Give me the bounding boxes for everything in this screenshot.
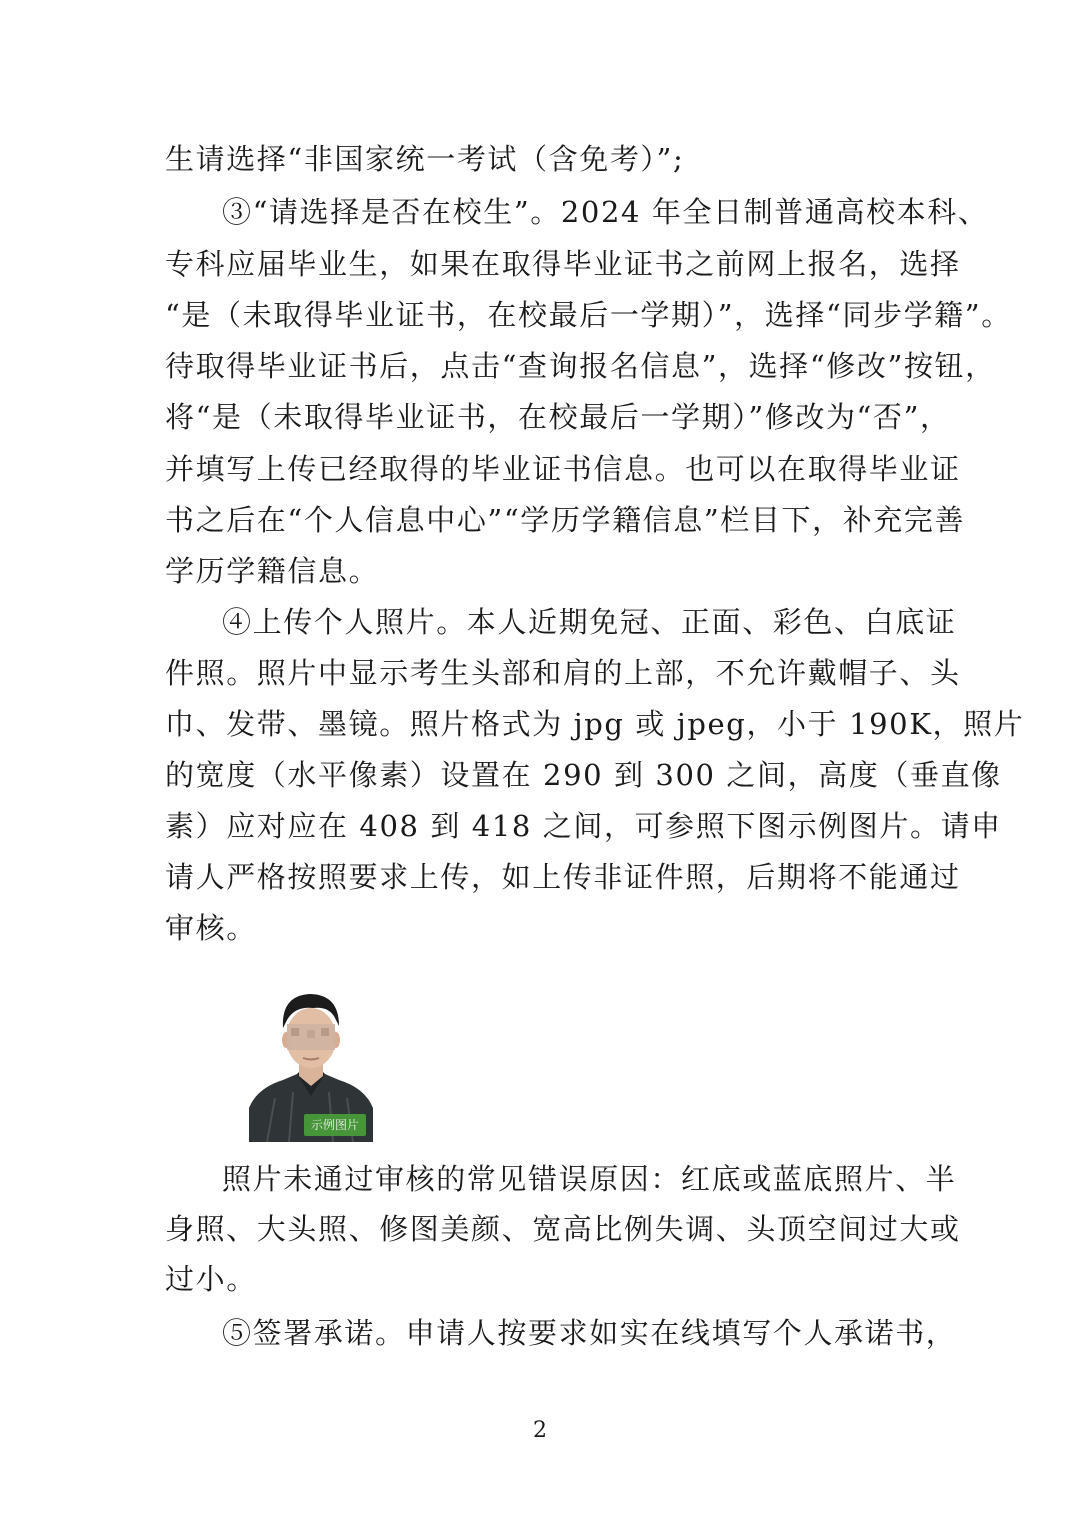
text-line: 书之后在“个人信息中心”“学历学籍信息”栏目下，补充完善 [165,503,966,537]
text-line: “是（未取得毕业证书，在校最后一学期）”，选择“同步学籍”。 [165,298,1012,332]
text-line: 素）应对应在 408 到 418 之间，可参照下图示例图片。请申 [165,809,1002,843]
page-number: 2 [533,1418,547,1443]
text-line: 请人严格按照要求上传，如上传非证件照，后期将不能通过 [165,860,961,894]
text-line: 学历学籍信息。 [165,554,380,588]
text-line: 照片未通过审核的常见错误原因：红底或蓝底照片、半 [222,1162,957,1196]
text-line: 身照、大头照、修图美颜、宽高比例失调、头顶空间过大或 [165,1212,961,1246]
text-line: 审核。 [165,911,257,945]
text-line: 将“是（未取得毕业证书，在校最后一学期）”修改为“否”， [165,400,951,434]
text-line: ④上传个人照片。本人近期免冠、正面、彩色、白底证 [222,605,957,639]
sample-photo-tag: 示例图片 [304,1114,366,1136]
text-line: 过小。 [165,1262,257,1296]
text-line: 待取得毕业证书后，点击“查询报名信息”，选择“修改”按钮， [165,349,996,383]
text-line: ③“请选择是否在校生”。2024 年全日制普通高校本科、 [222,195,989,229]
text-line: 生请选择“非国家统一考试（含免考）”; [165,142,685,176]
text-line: 巾、发带、墨镜。照片格式为 jpg 或 jpeg，小于 190K，照片 [165,707,1025,741]
text-line: ⑤签署承诺。申请人按要求如实在线填写个人承诺书， [222,1316,957,1350]
text-line: 专科应届毕业生，如果在取得毕业证书之前网上报名，选择 [165,247,961,281]
text-line: 并填写上传已经取得的毕业证书信息。也可以在取得毕业证 [165,452,961,486]
sample-id-photo [249,966,373,1142]
text-line: 的宽度（水平像素）设置在 290 到 300 之间，高度（垂直像 [165,758,1002,792]
text-line: 件照。照片中显示考生头部和肩的上部，不允许戴帽子、头 [165,656,961,690]
